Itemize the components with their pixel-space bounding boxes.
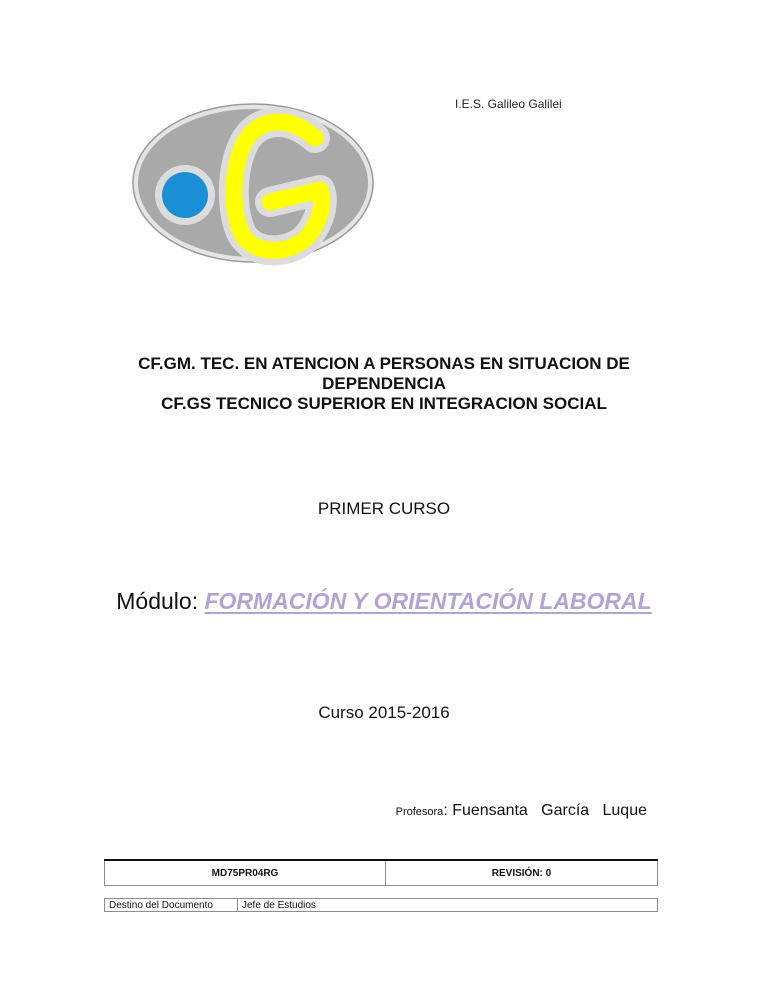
destination-label: Destino del Documento bbox=[105, 899, 238, 912]
teacher-line bbox=[396, 802, 647, 820]
program-title-line-1: CF.GM. TEC. EN ATENCION A PERSONAS EN SITUACION DE bbox=[138, 354, 630, 373]
program-title-line-3: CF.GS TECNICO SUPERIOR EN INTEGRACION SOCIAL bbox=[161, 394, 607, 413]
program-title-line-2: DEPENDENCIA bbox=[322, 374, 446, 393]
document-control-table bbox=[104, 859, 658, 886]
module-name: FORMACIÓN Y ORIENTACIÓN LABORAL bbox=[204, 588, 652, 614]
teacher-label: Profesora bbox=[395, 806, 444, 818]
document-revision: REVISIÓN: 0 bbox=[386, 860, 658, 886]
course-level: PRIMER CURSO bbox=[317, 499, 451, 518]
table-row bbox=[105, 899, 658, 912]
table-row bbox=[105, 860, 658, 886]
school-logo-icon bbox=[130, 98, 376, 268]
module-label: Módulo: bbox=[116, 588, 205, 614]
destination-value: Jefe de Estudios bbox=[238, 899, 658, 912]
module-heading bbox=[100, 588, 668, 615]
teacher-separator: : bbox=[443, 802, 453, 819]
document-destination-table bbox=[104, 898, 658, 912]
school-name: I.E.S. Galileo Galilei bbox=[455, 97, 562, 111]
document-code: MD75PR04RG bbox=[105, 860, 386, 886]
teacher-name: Fuensanta García Luque bbox=[452, 802, 647, 819]
academic-year: Curso 2015-2016 bbox=[318, 703, 450, 722]
program-titles bbox=[100, 354, 668, 414]
school-logo bbox=[130, 98, 376, 268]
